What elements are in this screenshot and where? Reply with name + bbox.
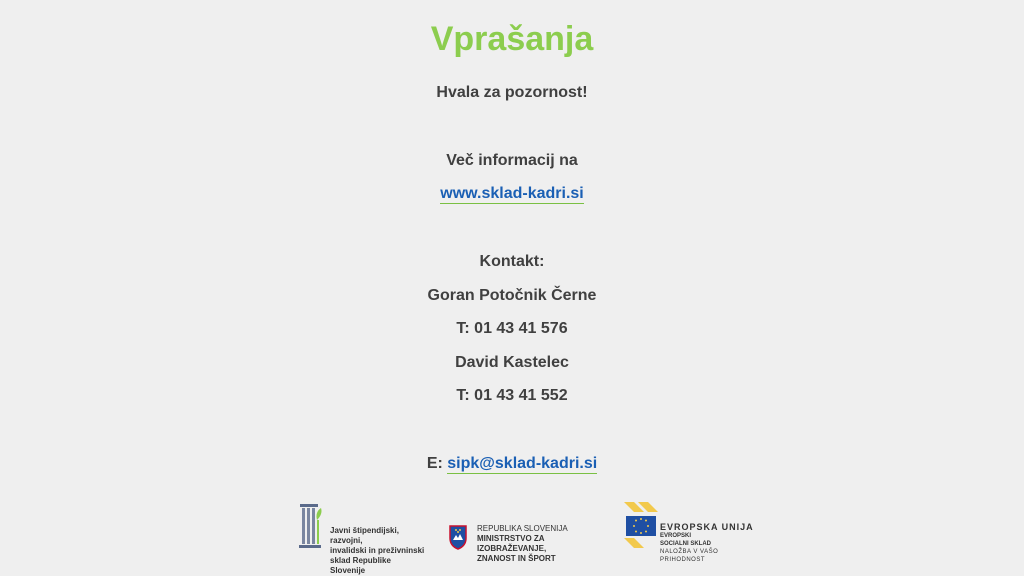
fund-logo — [298, 502, 428, 575]
footer-logos — [0, 502, 1024, 575]
eu-fund-logo — [624, 502, 754, 563]
website-link[interactable]: www.sklad-kadri.si — [440, 185, 584, 202]
ministry-logo — [448, 502, 598, 563]
pillar-icon — [298, 502, 324, 552]
contact-label: Kontakt: — [479, 253, 545, 270]
eu-flag-icon — [624, 502, 658, 548]
contact1-name: Goran Potočnik Černe — [427, 287, 597, 304]
ministry-logo-text: REPUBLIKA SLOVENIJA MINISTRSTVO ZA IZOBRAŽEVANJE, ZNANOST IN ŠPORT — [477, 524, 568, 563]
contact1-phone: T: 01 43 41 576 — [456, 320, 568, 337]
contact2-phone: T: 01 43 41 552 — [456, 387, 568, 404]
slide-title: Vprašanja — [430, 20, 594, 58]
more-info-text: Več informacij na — [446, 152, 578, 169]
contact2-name: David Kastelec — [455, 354, 569, 371]
email-line — [0, 455, 1024, 473]
thanks-text: Hvala za pozornost! — [436, 84, 588, 101]
email-prefix: E: — [426, 455, 448, 472]
website-line — [0, 185, 1024, 203]
slovenia-coat-of-arms-icon — [448, 524, 468, 550]
email-link[interactable]: sipk@sklad-kadri.si — [447, 455, 598, 472]
fund-logo-text: Javni štipendijski, razvojni, invalidski in preživninski sklad Republike Slovenije — [330, 526, 425, 575]
eu-logo-text: EVROPSKA UNIJA EVROPSKI SOCIALNI SKLAD NALOŽBA V VAŠO PRIHODNOST — [660, 522, 754, 563]
